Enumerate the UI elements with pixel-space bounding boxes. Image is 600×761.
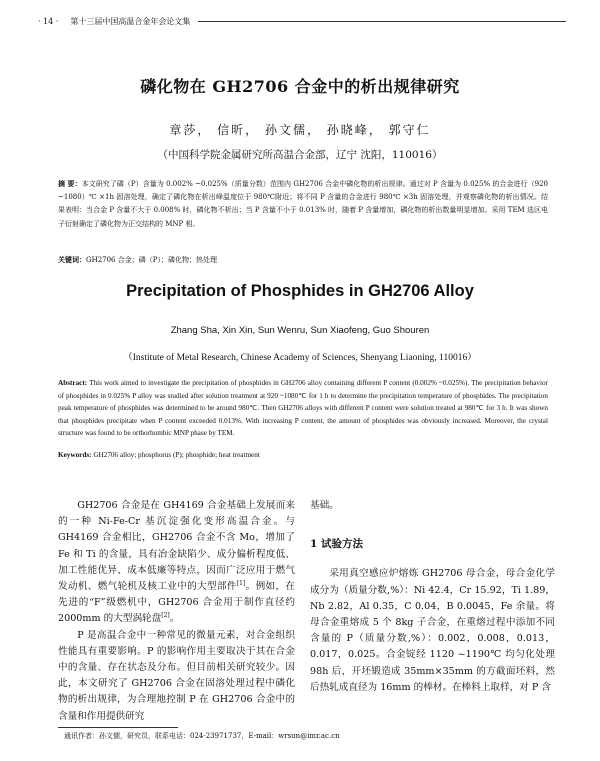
english-title: Precipitation of Phosphides in GH2706 Alloy	[126, 282, 474, 300]
chinese-authors: 章莎， 信昕， 孙文儒， 孙晓峰， 郭守仁	[169, 123, 431, 137]
intro-text-b: 。例如，在先进的“F”级燃机中，GH2706 合金用于制作直径约 2000mm 的大型涡轮盘	[58, 581, 296, 625]
english-keywords	[58, 451, 548, 459]
chinese-abstract-text: 本文研究了磷（P）含量为 0.002% ~0.025%（质量分数）范围内 GH2706 合金中磷化物的析出规律。通过对 P 含量为 0.025% 的合金进行（920 ~1080）℃ ×1h 固溶处理，确定了磷化物在析出峰温度位于 980℃附近；将不同 P 含量的合金进行 980℃ ×3h 固溶处理，并观察磷化物的析出情况。结果表明：当合金 P 含量不大于 0.008% 时，磷化物不析出；当 P 含量不小于 0.013% 时，随着 P 含量增加，磷化物的析出数量明显增加。采用 TEM 选区电子衍射确定了磷化物为正交结构的 MNP 相。	[58, 180, 549, 228]
intro-text-a: GH2706 合金是在 GH4169 合金基础上发展而来的一种 Ni-Fe-Cr 基沉淀强化变形高温合金。与 GH4169 合金相比，GH2706 合金不含 Mo，增加了 Fe 和 Ti 的含量，具有冶金缺陷少、成分偏析程度低、加工性能优异、成本低廉等特点，因而广泛应用于燃气发动机、燃气轮机及核工业中的大型部件	[58, 500, 295, 593]
footnote-rule	[58, 727, 178, 728]
body-left-column	[58, 498, 295, 725]
header-rule	[198, 21, 566, 22]
english-keywords-label: Keywords:	[58, 451, 92, 459]
footnote-contact: 通讯作者：孙文儒，研究员，联系电话：024-23971737，E-mail：wrsun@imr.ac.cn	[64, 732, 340, 740]
chinese-title: 磷化物在 GH2706 合金中的析出规律研究	[140, 77, 460, 96]
running-header	[38, 14, 566, 28]
section-heading: 1 试验方法	[310, 538, 363, 551]
reference-1: [1]	[236, 579, 246, 587]
chinese-keywords-text: GH2706 合金；磷（P）；磷化物；热处理	[86, 256, 217, 264]
chinese-abstract	[58, 177, 548, 231]
body-right-column	[310, 498, 555, 696]
english-abstract	[58, 377, 548, 440]
intro-paragraph-1	[58, 498, 295, 628]
english-authors: Zhang Sha, Xin Xin, Sun Wenru, Sun Xiaofeng, Guo Shouren	[170, 325, 430, 336]
english-affiliation: （Institute of Metal Research, Chinese Academy of Sciences, Shenyang Liaoning, 110016）	[123, 353, 477, 363]
chinese-affiliation: （中国科学院金属研究所高温合金部，辽宁 沈阳，110016）	[157, 149, 443, 161]
english-abstract-label: Abstract:	[58, 379, 88, 387]
reference-2: [2]	[161, 612, 170, 620]
chinese-abstract-label: 摘 要：	[58, 179, 82, 188]
intro-continuation: 基础。	[310, 500, 339, 511]
methods-paragraph: 采用真空感应炉熔炼 GH2706 母合金，母合金化学成分为（质量分数,%）：Ni 42.4，Cr 15.92，Ti 1.89，Nb 2.82，Al 0.35，C 0.04，B 0.0045，Fe 余量。将母合金重熔成 5 个 8kg 子合金，在重熔过程中添加不同含量的 P（质量分数,%）：0.002，0.008，0.013，0.017，0.025。合金锭经 1120 ~1190℃ 均匀化处理 98h 后，开坯锻造成 35mm×35mm 的方截面坯料，然后热轧成直径为 16mm 的棒材。在棒料上取样，对 P 含	[310, 568, 555, 693]
proceedings-title: 第十三届中国高温合金年会论文集	[70, 16, 191, 26]
english-keywords-text: GH2706 alloy; phosphorus (P); phosphide; heat treatment	[93, 451, 260, 459]
page-number: · 14 ·	[38, 16, 59, 26]
chinese-keywords	[58, 255, 548, 265]
chinese-keywords-label: 关键词：	[58, 255, 86, 264]
intro-paragraph-2: P 是高温合金中一种常见的微量元素，对合金组织性能具有重要影响。P 的影响作用主要取决于其在合金中的含量、存在状态及分布。但目前相关研究较少。因此，本文研究了 GH2706 合金在固溶处理过程中磷化物的析出规律，为合理地控制 P 在 GH2706 合金中的含量和作用提供研究	[58, 629, 295, 722]
intro-text-end: 。	[169, 613, 180, 625]
english-abstract-text: This work aimed to investigate the precipitation of phosphides in GH2706 alloy containing different P content (0.002% ~0.025%). The precipitation behavior of phosphides in 0.025% P alloy was studied after solution treatment at 920 ~1080℃ for 1 h to determine the precipitation temperature of phosphides. The precipitation peak temperature of phosphides was determined to be around 980℃. Then GH2706 alloys with different P content were solution treated at 980℃ for 3 h. It was shown that phosphides precipitate when P content exceeded 0.013%. With increasing P content, the amount of phosphides was obviously increased. Moreover, the crystal structure was found to be orthorhombic MNP phase by TEM.	[58, 379, 548, 438]
